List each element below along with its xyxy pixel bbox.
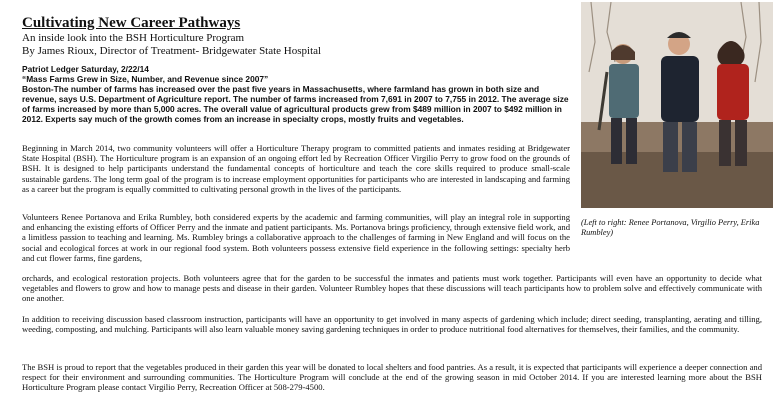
news-body: Boston-The number of farms has increased over the past five years in Massachusetts, where farmland has grown in both size and revenue, says U.S. Department of Agriculture report. The number of farms increased from 7,691 in 2007 to 7,755 in 2012. The average size of farms increased by more than 5,000 acres. The overall value of agricultural products grew from $489 million in 2007 to $492 million in 2012. Experts say much of the growth comes from an increase in specialty crops, mostly fruits and vegetables. [22, 84, 569, 125]
paragraph-volunteers-part-1: Volunteers Renee Portanova and Erika Rumbley, both considered experts by the academic and farming communities, will play an integral role in supporting and enhancing the existing efforts of Officer Perry and the inmate and patient participants. Ms. Portanova brings proficiency, through extensive field work, and a limitless passion to teaching and learning. Ms. Rumbley brings a collaborative approach to the challenges of farming in New England and will focus on the social and ecological forces at work in our regional food system. Both volunteers possess extensive field experience in the following settings: specialty herb and cut flower farms, fine gardens, [22, 212, 570, 263]
article-subtitle: An inside look into the BSH Horticulture Program [22, 32, 245, 44]
news-headline: “Mass Farms Grew in Size, Number, and Revenue since 2007” [22, 74, 269, 85]
article-author: By James Rioux, Director of Treatment- Bridgewater State Hospital [22, 45, 322, 57]
paragraph-volunteers [22, 212, 570, 263]
paragraph-activities: In addition to receiving discussion based classroom instruction, participants will have an opportunity to get involved in many aspects of gardening which include; direct seeding, transplanting, aerating and tilling, weeding, composting, and mulching. Participants will also learn valuable money saving gardening techniques in order to produce nutritional food alternatives for themselves, their families, and the community. [22, 314, 762, 335]
paragraph-volunteers-continued: orchards, and ecological restoration projects. Both volunteers agree that for the garden to be successful the inmates and patients must work together. Participants will even have an opportunity to decide what vegetables and flowers to grow and how to manage pests and disease in their garden. Volunteer Rumbley hopes that these discussions will teach participants how to problem solve and effectively communicate with one another. [22, 273, 762, 304]
article-title: Cultivating New Career Pathways [22, 15, 241, 31]
paragraph-program-intro: Beginning in March 2014, two community volunteers will offer a Horticulture Therapy program to committed patients and inmates residing at Bridgewater State Hospital (BSH). The Horticulture program is an expansion of an ongoing effort led by Recreation Officer Virgilio Perry to grow food on the grounds of BSH. It is designed to help participants understand the fundamental concepts of horticulture and teach the core skills required to produce small-scale sustainable gardens. The long term goal of the program is to increase employment opportunities for participants who are interested in landscaping and farming as a career but the program is equally committed to cultivating personal growth in the lives of the participants. [22, 143, 570, 194]
paragraph-donations-contact: The BSH is proud to report that the vegetables produced in their garden this year will be donated to local shelters and food pantries. As a result, it is expected that participants will experience a deeper connection and respect for their environment and surrounding communities. The Horticulture Program will conclude at the end of the growing season in mid October 2014. If you are interested learning more about the BSH Horticulture Program please contact Virgilio Perry, Recreation Officer at 508-279-4500. [22, 362, 762, 393]
news-clipping [22, 64, 570, 125]
volunteers-photo [581, 2, 773, 208]
volunteers-photo-illustration [581, 2, 773, 208]
news-source-line: Patriot Ledger Saturday, 2/22/14 [22, 64, 149, 74]
photo-caption: (Left to right: Renee Portanova, Virgilio Perry, Erika Rumbley) [581, 218, 760, 237]
